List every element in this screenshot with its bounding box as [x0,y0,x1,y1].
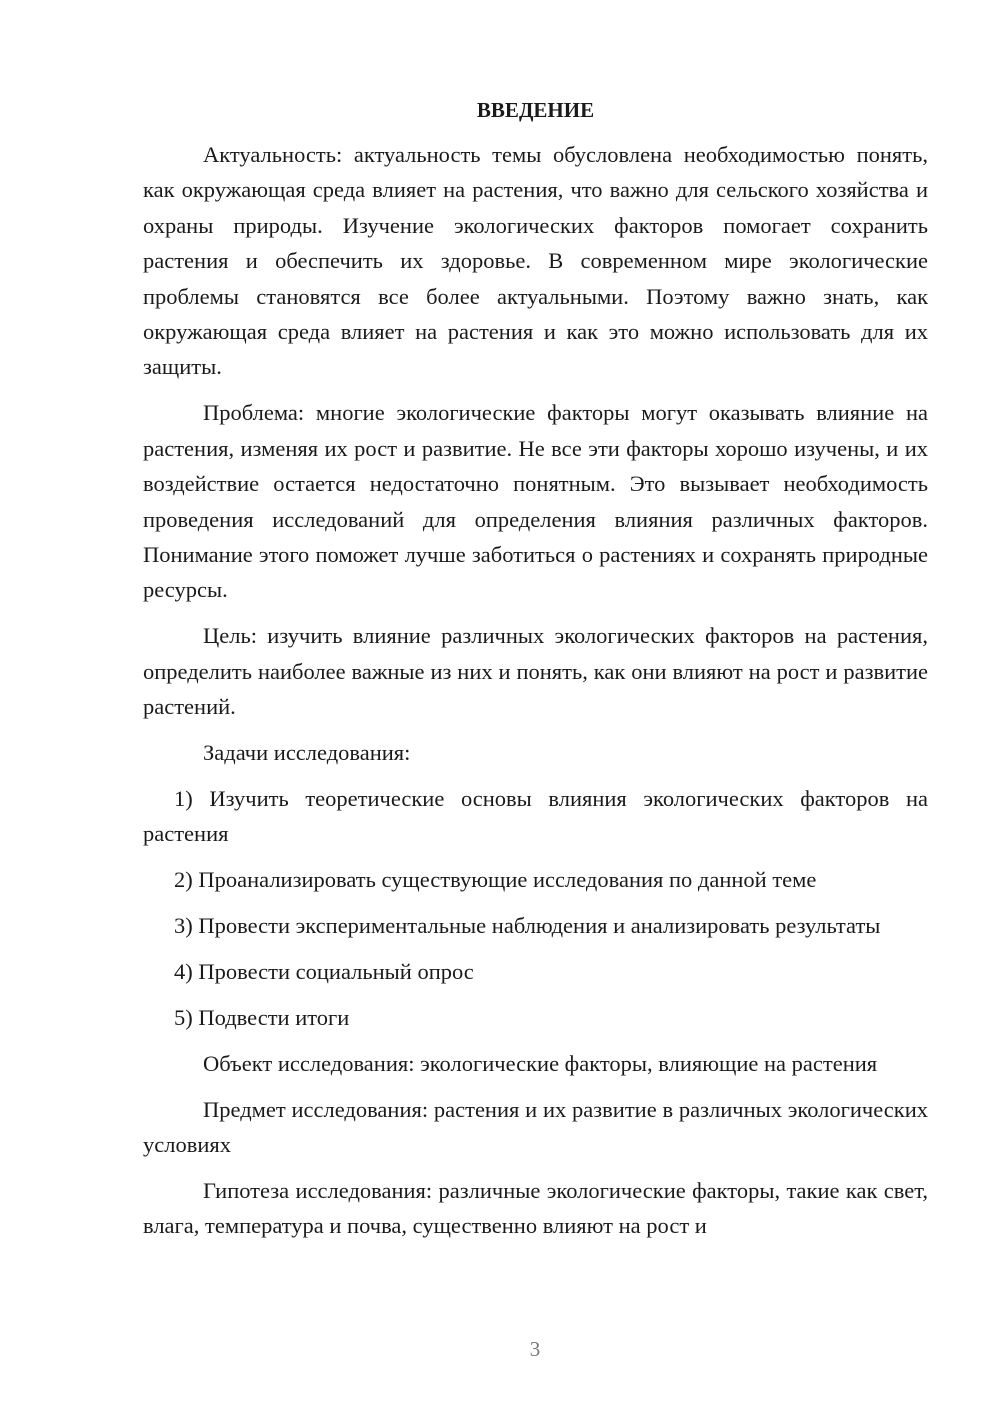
paragraph-tasks-heading: Задачи исследования: [203,740,411,765]
paragraph-relevance: Актуальность: актуальность темы обусловлена необходимостью понять, как окружающая среда влияет на растения, что важно для сельского хозяйства и охраны природы. Изучение экологических факторов помогает сохранить растения и обеспечить их здоровье. В современном мире экологические проблемы становятся все более актуальными. Поэтому важно знать, как окружающая среда влияет на растения и как это можно использовать для их защиты. [143,142,928,380]
task-item-1: 1) Изучить теоретические основы влияния экологических факторов на растения [143,785,928,847]
paragraph-goal: Цель: изучить влияние различных экологических факторов на растения, определить наиболее важные из них и понять, как они влияют на рост и развитие растений. [143,623,928,720]
task-item-3: 3) Провести экспериментальные наблюдения и анализировать результаты [174,913,881,939]
task-item-5: 5) Подвести итоги [174,1004,350,1030]
task-item-2: 2) Проанализировать существующие исследования по данной теме [174,867,817,893]
paragraph-object: Объект исследования: экологические факторы, влияющие на растения [203,1050,878,1076]
page-number: 3 [529,1337,541,1361]
page-content [143,95,928,1244]
paragraph-problem: Проблема: многие экологические факторы могут оказывать влияние на растения, изменяя их рост и развитие. Не все эти факторы хорошо изучены, и их воздействие остается недостаточно понятным. Это вызывает необходимость проведения исследований для определения влияния различных факторов. Понимание этого поможет лучше заботиться о растениях и сохранять природные ресурсы. [143,400,928,603]
section-title: ВВЕДЕНИЕ [476,98,595,122]
paragraph-subject: Предмет исследования: растения и их развитие в различных экологических условиях [143,1096,928,1158]
task-item-4: 4) Провести социальный опрос [174,959,474,985]
paragraph-hypothesis: Гипотеза исследования: различные экологические факторы, такие как свет, влага, температура и почва, существенно влияют на рост и [143,1178,928,1239]
